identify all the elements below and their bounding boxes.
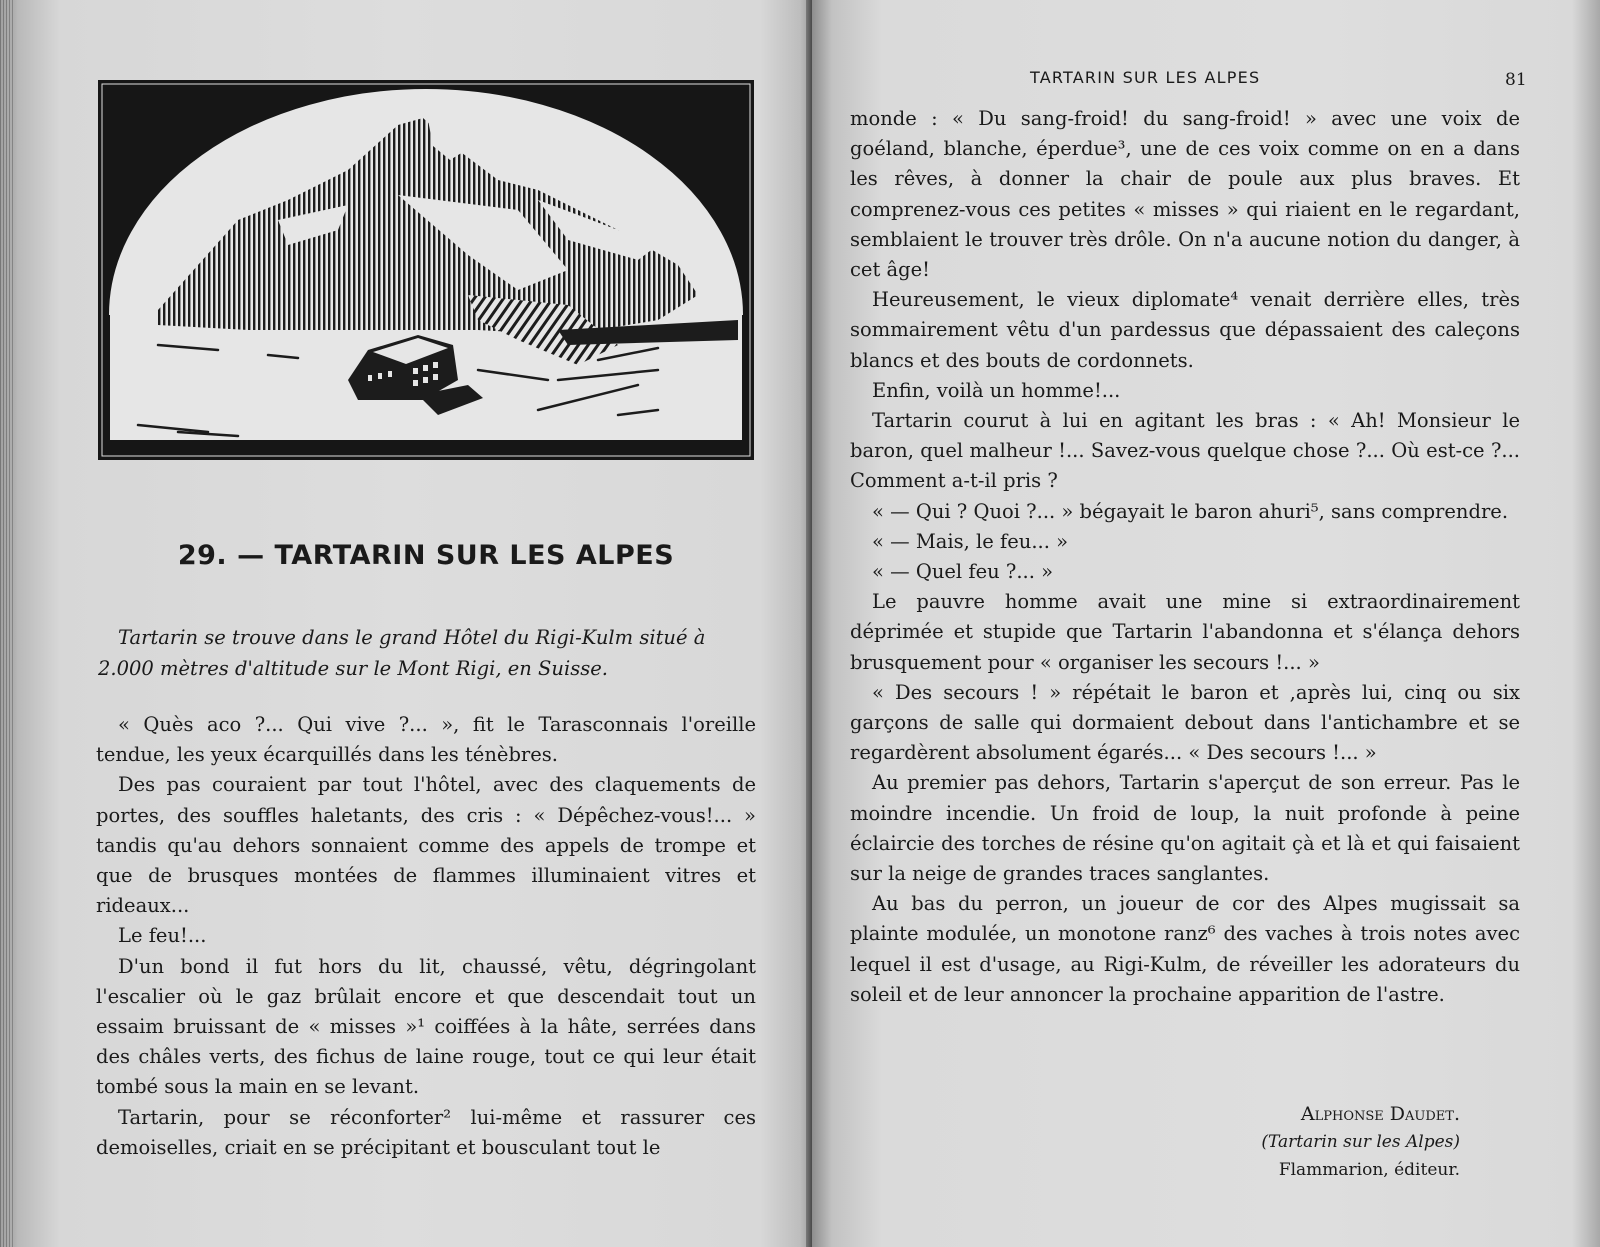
chapter-intro: Tartarin se trouve dans le grand Hôtel du Rigi-Kulm situé à 2.000 mètres d'altitude sur le Mont Rigi, en Suisse. (98, 626, 706, 680)
paragraph: « — Mais, le feu... » (872, 529, 1069, 553)
publisher: Flammarion, éditeur. (1278, 1160, 1460, 1180)
paragraph: Le pauvre homme avait une mine si extraordinairement déprimée et stupide que Tartarin l'abandonna et s'élança dehors brusquement pour « organiser les secours !... » (850, 590, 1520, 674)
right-body-text (850, 104, 1520, 1010)
left-body-text (96, 710, 756, 1163)
paragraph: Au bas du perron, un joueur de cor des Alpes mugissait sa plainte modulée, un monotone ranz⁶ des vaches à trois notes avec lequel il est d'usage, au Rigi-Kulm, de réveiller les adorateurs du soleil et de leur annoncer la prochaine apparition de l'astre. (850, 892, 1520, 1006)
paragraph: Le feu!... (118, 924, 207, 948)
paragraph: « Des secours ! » répétait le baron et ,après lui, cinq ou six garçons de salle qui dormaient debout dans l'antichambre et se regardèrent absolument égarés... « Des secours !... » (850, 680, 1520, 765)
author-name: Alphonse Daudet. (1300, 1103, 1460, 1125)
paragraph: Au premier pas dehors, Tartarin s'aperçut de son erreur. Pas le moindre incendie. Un froid de loup, la nuit profonde à peine éclaircie des torches de résine qu'on agitait çà et là et qui faisaient sur la neige de grandes traces sanglantes. (850, 771, 1520, 886)
paragraph: monde : « Du sang-froid! du sang-froid! » avec une voix de goéland, blanche, éperdue³, une de ces voix comme on en a dans les rêves, à donner la chair de poule aux plus braves. Et comprenez-vous ces petites « misses » qui riaient en le regardant, semblaient le trouver très drôle. On n'a aucune notion du danger, à cet âge! (850, 107, 1520, 282)
paragraph: « — Quel feu ?... » (872, 560, 1054, 584)
paragraph: D'un bond il fut hors du lit, chaussé, vêtu, dégringolant l'escalier où le gaz brûlait encore et que descendait tout un essaim bruissant de « misses »¹ coiffées à la hâte, serrées dans des châles verts, des fichus de laine rouge, tout ce qui leur était tombé sous la main en se levant. (96, 954, 756, 1099)
paragraph: Tartarin courut à lui en agitant les bras : « Ah! Monsieur le baron, quel malheur !... Savez-vous quelque chose ?... Où est-ce ?... Comment a-t-il pris ? (850, 409, 1520, 493)
page-number: 81 (1505, 70, 1527, 90)
page-edge (0, 0, 14, 1247)
chapter-title: 29. — TARTARIN SUR LES ALPES (177, 540, 675, 571)
running-head: TARTARIN SUR LES ALPES (1030, 68, 1261, 87)
paragraph: « — Qui ? Quoi ?... » bégayait le baron ahuri⁵, sans comprendre. (872, 499, 1509, 523)
paragraph: Tartarin, pour se réconforter² lui-même et rassurer ces demoiselles, criait en se précipitant et bousculant tout le (96, 1105, 756, 1159)
signature-block (1130, 1100, 1460, 1184)
work-title: (Tartarin sur les Alpes) (1261, 1132, 1460, 1152)
paragraph: Heureusement, le vieux diplomate⁴ venait derrière elles, très sommairement vêtu d'un pardessus que dépassaient des caleçons blancs et des bouts de cordonnets. (850, 288, 1520, 372)
paragraph: Enfin, voilà un homme!... (872, 378, 1121, 402)
paragraph: « Quès aco ?... Qui vive ?... », fit le Tarasconnais l'oreille tendue, les yeux écarquillés dans les ténèbres. (96, 713, 756, 767)
paragraph: Des pas couraient par tout l'hôtel, avec des claquements de portes, des souffles haletants, des cris : « Dépêchez-vous!... » tandis qu'au dehors sonnaient comme des appels de trompe et que de brusques montées de flammes illuminaient vitres et rideaux... (96, 773, 756, 918)
mountain-hotel-illustration (98, 80, 754, 460)
